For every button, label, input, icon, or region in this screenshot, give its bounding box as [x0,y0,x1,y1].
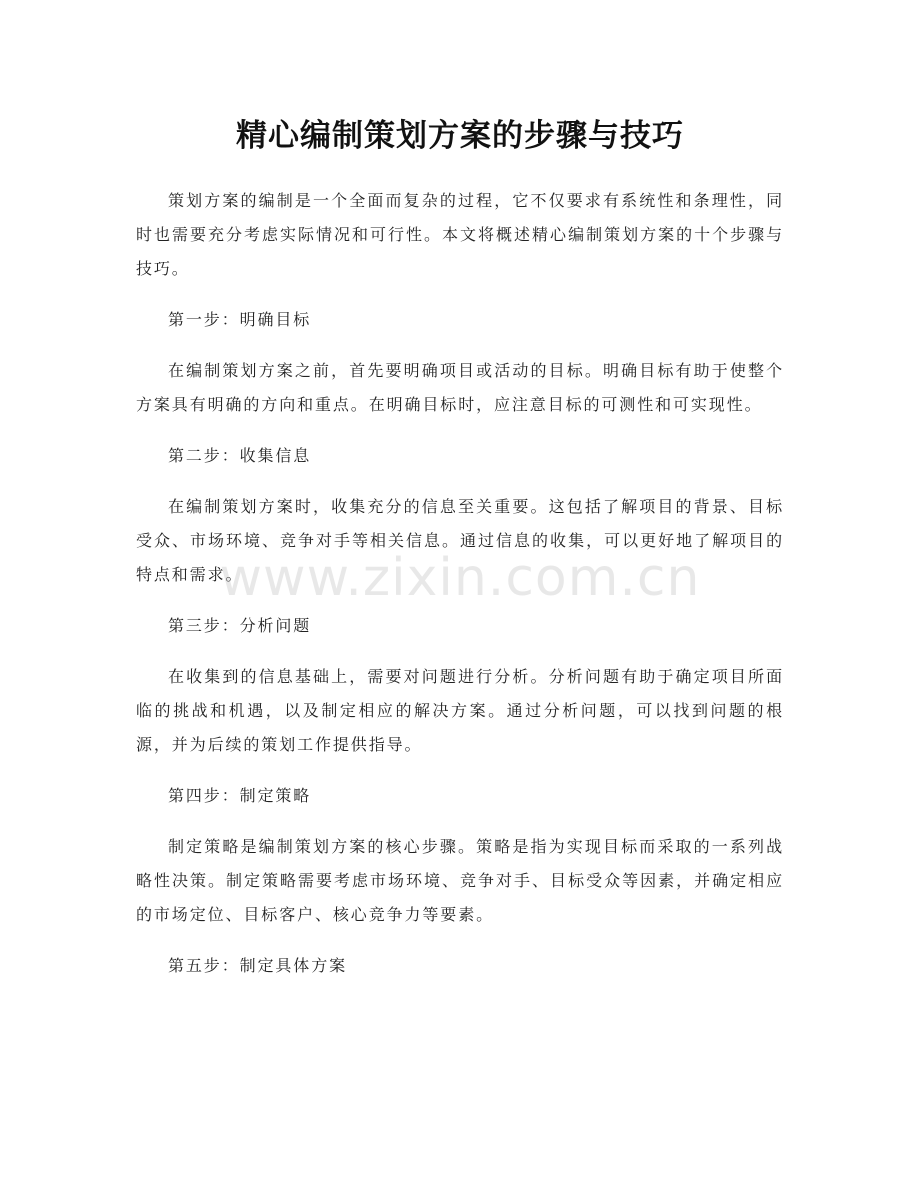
section-text-4: 制定策略是编制策划方案的核心步骤。策略是指为实现目标而采取的一系列战略性决策。制定策略需要考虑市场环境、竞争对手、目标受众等因素，并确定相应的市场定位、目标客户、核心竞争力等要素。 [136,837,784,924]
section-heading-2: 第二步：收集信息 [168,446,312,465]
watermark: www.zixin.com.cn [219,548,701,608]
section-text-2: 在编制策划方案时，收集充分的信息至关重要。这包括了解项目的背景、目标受众、市场环境、竞争对手等相关信息。通过信息的收集，可以更好地了解项目的特点和需求。 [136,497,784,584]
intro-paragraph: 策划方案的编制是一个全面而复杂的过程，它不仅要求有系统性和条理性，同时也需要充分考虑实际情况和可行性。本文将概述精心编制策划方案的十个步骤与技巧。 [136,191,784,278]
section-heading-1: 第一步：明确目标 [168,310,312,329]
section-text-1: 在编制策划方案之前，首先要明确项目或活动的目标。明确目标有助于使整个方案具有明确的方向和重点。在明确目标时，应注意目标的可测性和可实现性。 [136,361,784,414]
document-title: 精心编制策划方案的步骤与技巧 [236,118,684,154]
section-heading-4: 第四步：制定策略 [168,786,312,805]
section-heading-3: 第三步：分析问题 [168,616,312,635]
section-text-3: 在收集到的信息基础上，需要对问题进行分析。分析问题有助于确定项目所面临的挑战和机遇，以及制定相应的解决方案。通过分析问题，可以找到问题的根源，并为后续的策划工作提供指导。 [136,667,784,754]
section-heading-5: 第五步：制定具体方案 [168,956,348,975]
